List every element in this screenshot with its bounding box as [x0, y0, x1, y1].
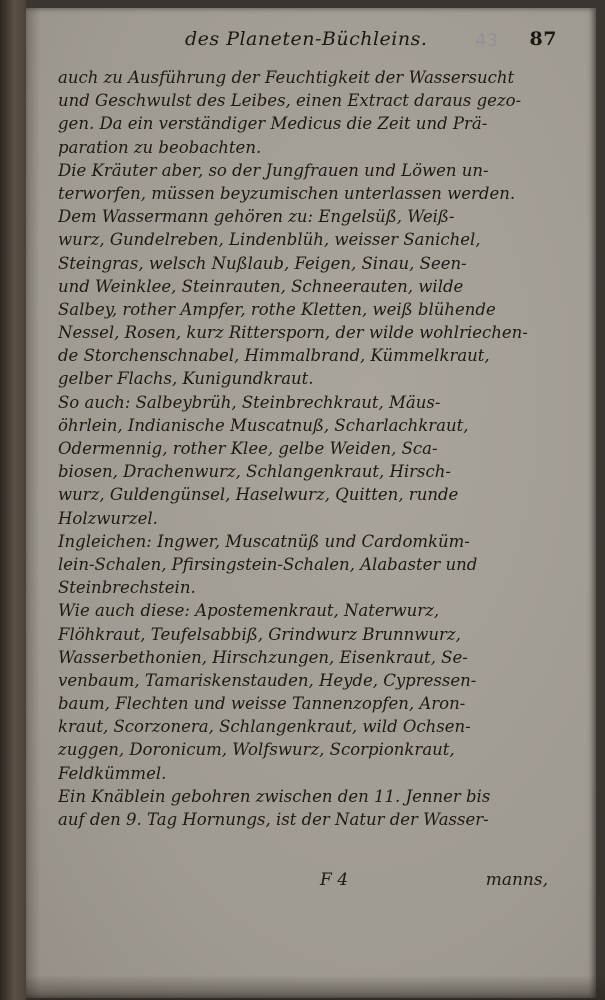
text-line: Dem Wassermann gehören zu: Engelsüß, Weiß- [58, 207, 455, 227]
text-line: auch zu Ausführung der Feuchtigkeit der Wassersucht [58, 68, 515, 87]
text-line: Salbey, rother Ampfer, rothe Kletten, weiß blühende [58, 299, 496, 319]
page-footer [58, 870, 548, 894]
text-line: venbaum, Tamariskenstauden, Heyde, Cypressen- [58, 670, 477, 690]
page-edge-shadow [26, 975, 605, 1000]
text-line: öhrlein, Indianische Muscatnuß, Scharlachkraut, [58, 415, 469, 435]
text-line: gen. Da ein verständiger Medicus die Zeit und Prä- [58, 114, 488, 134]
text-line: und Geschwulst des Leibes, einen Extract daraus gezo- [58, 91, 522, 111]
text-line: und Weinklee, Steinrauten, Schneerauten, wilde [58, 276, 464, 296]
text-line: terworfen, müssen beyzumischen unterlassen werden. [58, 183, 516, 203]
text-line: wurz, Gundelreben, Lindenblüh, weisser Sanichel, [58, 230, 481, 250]
text-line: Wie auch diese: Apostemenkraut, Naterwurz, [58, 601, 440, 621]
text-line: Steinbrechstein. [58, 578, 196, 598]
text-line: Die Kräuter aber, so der Jungfrauen und Löwen un- [58, 160, 489, 180]
text-line: Steingras, welsch Nußlaub, Feigen, Sinau, Seen- [58, 253, 467, 273]
body-text [58, 66, 558, 831]
text-line: de Storchenschnabel, Himmalbrand, Kümmelkraut, [58, 346, 490, 366]
text-line: zuggen, Doronicum, Wolfswurz, Scorpionkraut, [58, 740, 455, 760]
page-header [185, 28, 565, 54]
text-line: lein-Schalen, Pfirsingstein-Schalen, Alabaster und [58, 554, 478, 574]
text-line: Odermennig, rother Klee, gelbe Weiden, Sca- [58, 439, 438, 458]
text-line: auf den 9. Tag Hornungs, ist der Natur der Wasser- [58, 810, 489, 829]
text-line: Flöhkraut, Teufelsabbiß, Grindwurz Brunnwurz, [58, 624, 461, 644]
text-line: Ein Knäblein gebohren zwischen den 11. Jenner bis [58, 786, 491, 806]
signature-mark: F 4 [320, 870, 349, 890]
text-line: baum, Flechten und weisse Tannenzopfen, Aron- [58, 694, 466, 714]
book-spine [0, 0, 26, 1000]
running-title: des Planeten-Büchleins. [185, 28, 428, 50]
catchword: manns, [485, 870, 548, 890]
text-line: kraut, Scorzonera, Schlangenkraut, wild Ochsen- [58, 717, 471, 737]
text-line: Wasserbethonien, Hirschzungen, Eisenkraut, Se- [58, 647, 468, 667]
text-line: wurz, Guldengünsel, Haselwurz, Quitten, runde [58, 485, 459, 505]
text-line: paration zu beobachten. [58, 137, 262, 157]
text-line: Feldkümmel. [58, 763, 167, 783]
text-line: Holzwurzel. [58, 508, 158, 528]
page-number: 87 [529, 28, 557, 50]
text-line: gelber Flachs, Kunigundkraut. [58, 369, 314, 389]
text-line: biosen, Drachenwurz, Schlangenkraut, Hirsch- [58, 462, 451, 482]
text-line: Nessel, Rosen, kurz Rittersporn, der wilde wohlriechen- [58, 323, 528, 343]
text-line: Ingleichen: Ingwer, Muscatnüß und Cardomküm- [58, 531, 470, 551]
pencil-mark: 43 [475, 30, 498, 51]
text-line: So auch: Salbeybrüh, Steinbrechkraut, Mäus- [58, 392, 441, 412]
